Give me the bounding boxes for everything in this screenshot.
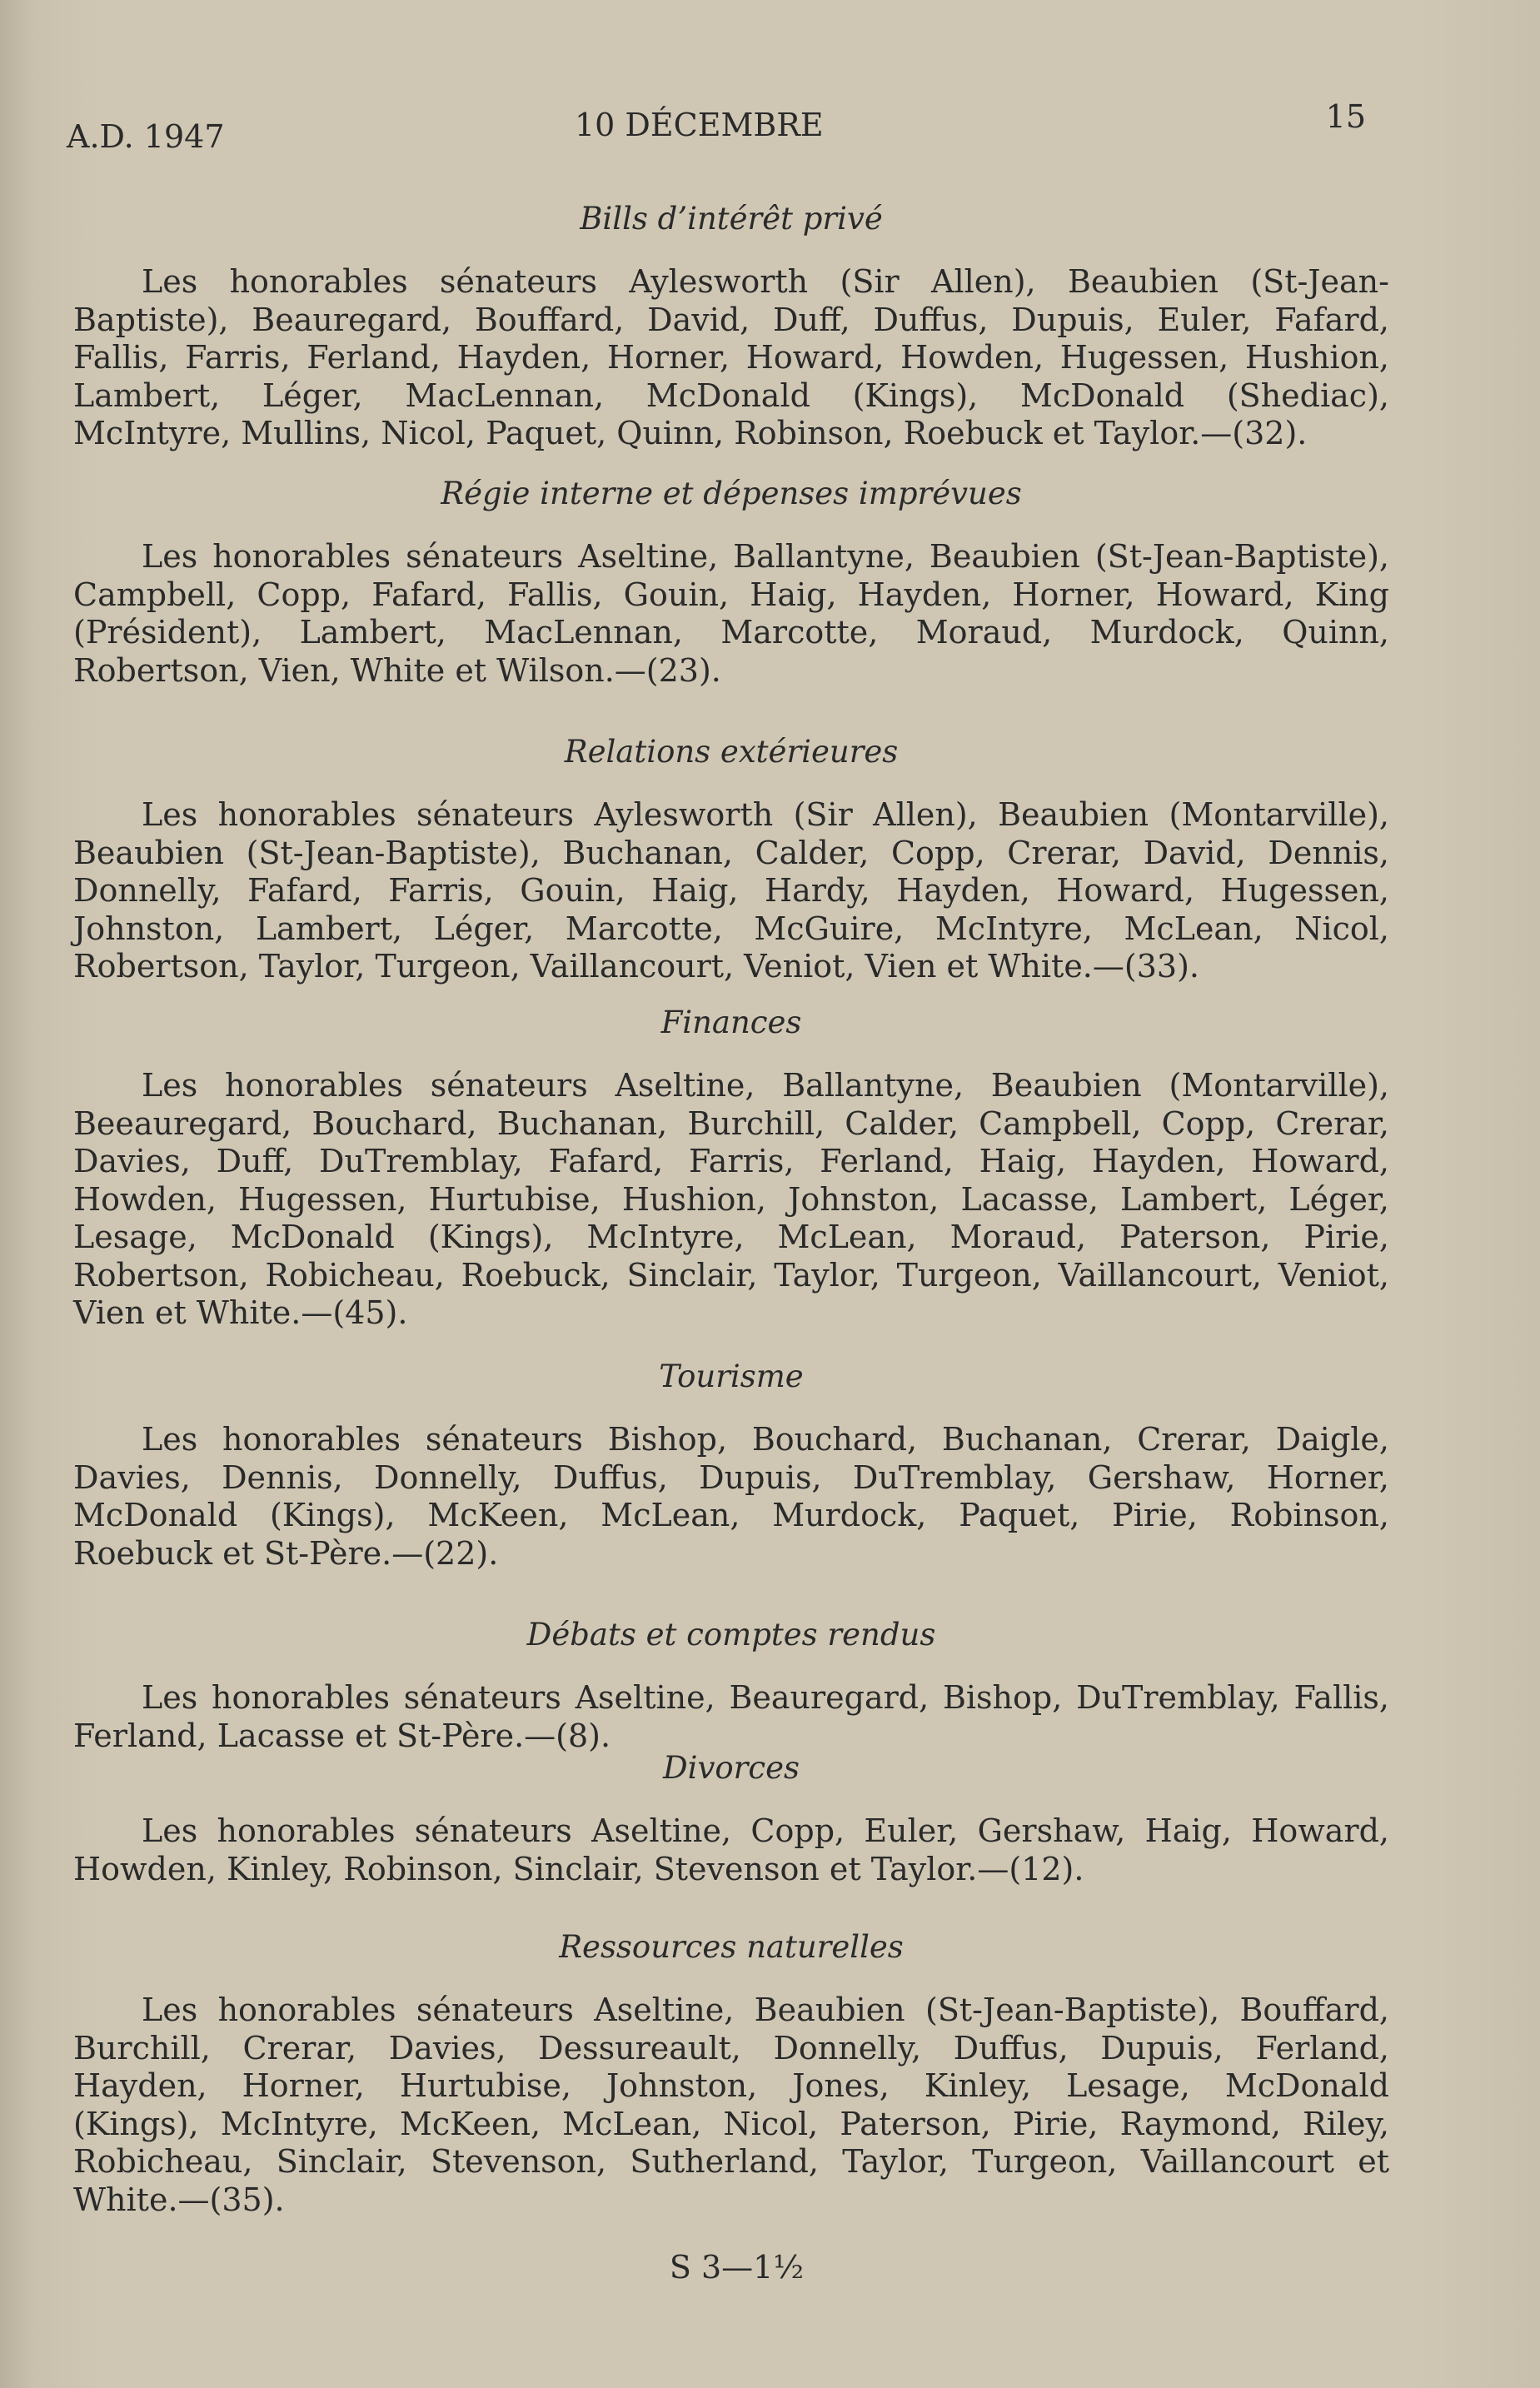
text-line: Les honorables sénateurs Aseltine, Ballantyne, Beaubien (Montarville),: [142, 1067, 1389, 1104]
text-line: Robertson, Vien, White et Wilson.—(23).: [73, 651, 721, 689]
section-title: Divorces: [663, 1750, 800, 1786]
senator-list-paragraph: [73, 1679, 1389, 1755]
section-title: Régie interne et dépenses imprévues: [441, 476, 1022, 511]
page-number: 15: [1325, 98, 1366, 135]
text-line: McIntyre, Mullins, Nicol, Paquet, Quinn, Robinson, Roebuck et Taylor.—(32).: [73, 415, 1308, 451]
committee-section: [73, 733, 1389, 986]
text-line: (Kings), McIntyre, McKeen, McLean, Nicol, Paterson, Pirie, Raymond, Riley,: [73, 2105, 1389, 2142]
text-line: Lambert, Léger, MacLennan, McDonald (Kings), McDonald (Shediac),: [73, 376, 1389, 414]
text-line: Johnston, Lambert, Léger, Marcotte, McGuire, McIntyre, McLean, Nicol,: [73, 910, 1389, 947]
text-line: Les honorables sénateurs Bishop, Bouchard, Buchanan, Crerar, Daigle,: [142, 1421, 1389, 1458]
text-line: Robicheau, Sinclair, Stevenson, Sutherland, Taylor, Turgeon, Vaillancourt et: [73, 2143, 1389, 2180]
text-line: Howden, Kinley, Robinson, Sinclair, Stevenson et Taylor.—(12).: [73, 1850, 1084, 1887]
text-line: Lesage, McDonald (Kings), McIntyre, McLean, Moraud, Paterson, Pirie,: [73, 1219, 1389, 1255]
text-line: Les honorables sénateurs Aylesworth (Sir Allen), Beaubien (Montarville),: [142, 796, 1389, 833]
section-title: Ressources naturelles: [559, 1929, 904, 1965]
section-title: Tourisme: [659, 1359, 804, 1394]
text-line: Les honorables sénateurs Aseltine, Ballantyne, Beaubien (St-Jean-Baptiste),: [142, 538, 1389, 575]
text-line: Roebuck et St-Père.—(22).: [73, 1534, 499, 1572]
text-line: Hayden, Horner, Hurtubise, Johnston, Jones, Kinley, Lesage, McDonald: [73, 2067, 1389, 2104]
header-year: A.D. 1947: [67, 118, 225, 155]
senator-list-paragraph: [73, 1992, 1389, 2219]
text-line: Beeauregard, Bouchard, Buchanan, Burchill, Calder, Campbell, Copp, Crerar,: [73, 1104, 1389, 1142]
text-line: Davies, Dennis, Donnelly, Duffus, Dupuis, DuTremblay, Gershaw, Horner,: [73, 1458, 1389, 1496]
section-title: Bills d’intérêt privé: [580, 201, 883, 237]
text-line: Les honorables sénateurs Aseltine, Beaubien (St-Jean-Baptiste), Bouffard,: [142, 1992, 1389, 2028]
text-line: (Président), Lambert, MacLennan, Marcotte, Moraud, Murdock, Quinn,: [73, 614, 1389, 651]
header-date: 10 DÉCEMBRE: [575, 107, 824, 143]
committee-section: [73, 1928, 1389, 2219]
section-title: Finances: [660, 1005, 802, 1040]
senator-list-paragraph: [73, 1812, 1389, 1888]
text-line: White.—(35).: [73, 2181, 285, 2218]
text-line: Baptiste), Beauregard, Bouffard, David, Duff, Duffus, Dupuis, Euler, Fafard,: [73, 301, 1389, 338]
committee-section: [73, 1616, 1389, 1755]
committee-section: [73, 200, 1389, 453]
text-line: Campbell, Copp, Fafard, Fallis, Gouin, Haig, Hayden, Horner, Howard, King: [73, 576, 1389, 613]
text-line: Donnelly, Fafard, Farris, Gouin, Haig, Hardy, Hayden, Howard, Hugessen,: [73, 872, 1389, 909]
signature-mark: S 3—1½: [669, 2249, 805, 2286]
text-line: Howden, Hugessen, Hurtubise, Hushion, Johnston, Lacasse, Lambert, Léger,: [73, 1180, 1389, 1218]
senator-list-paragraph: [73, 1067, 1389, 1333]
senator-list-paragraph: [73, 263, 1389, 453]
text-line: Vien et White.—(45).: [73, 1294, 408, 1331]
page-footer: [0, 2249, 1540, 2286]
text-line: Burchill, Crerar, Davies, Dessureault, Donnelly, Duffus, Dupuis, Ferland,: [73, 2029, 1389, 2066]
section-title: Relations extérieures: [564, 734, 899, 770]
text-line: Davies, Duff, DuTremblay, Fafard, Farris, Ferland, Haig, Hayden, Howard,: [73, 1143, 1389, 1179]
text-line: Beaubien (St-Jean-Baptiste), Buchanan, Calder, Copp, Crerar, David, Dennis,: [73, 834, 1389, 871]
page-header: [67, 98, 1366, 155]
senator-list-paragraph: [73, 1421, 1389, 1573]
text-line: Les honorables sénateurs Aseltine, Copp, Euler, Gershaw, Haig, Howard,: [142, 1812, 1389, 1849]
committee-section: [73, 1358, 1389, 1573]
committee-section: [73, 1749, 1389, 1888]
committee-section: [73, 1004, 1389, 1333]
senator-list-paragraph: [73, 796, 1389, 986]
text-line: McDonald (Kings), McKeen, McLean, Murdock, Paquet, Pirie, Robinson,: [73, 1497, 1389, 1533]
text-line: Les honorables sénateurs Aylesworth (Sir Allen), Beaubien (St-Jean-: [142, 263, 1389, 300]
section-title: Débats et comptes rendus: [526, 1617, 936, 1653]
text-line: Ferland, Lacasse et St-Père.—(8).: [73, 1717, 611, 1754]
senator-list-paragraph: [73, 538, 1389, 690]
text-line: Robertson, Taylor, Turgeon, Vaillancourt, Veniot, Vien et White.—(33).: [73, 948, 1199, 985]
text-line: Fallis, Farris, Ferland, Hayden, Horner, Howard, Howden, Hugessen, Hushion,: [73, 339, 1389, 376]
text-line: Les honorables sénateurs Aseltine, Beauregard, Bishop, DuTremblay, Fallis,: [142, 1679, 1389, 1716]
committee-section: [73, 475, 1389, 690]
text-line: Robertson, Robicheau, Roebuck, Sinclair, Taylor, Turgeon, Vaillancourt, Veniot,: [73, 1256, 1389, 1294]
